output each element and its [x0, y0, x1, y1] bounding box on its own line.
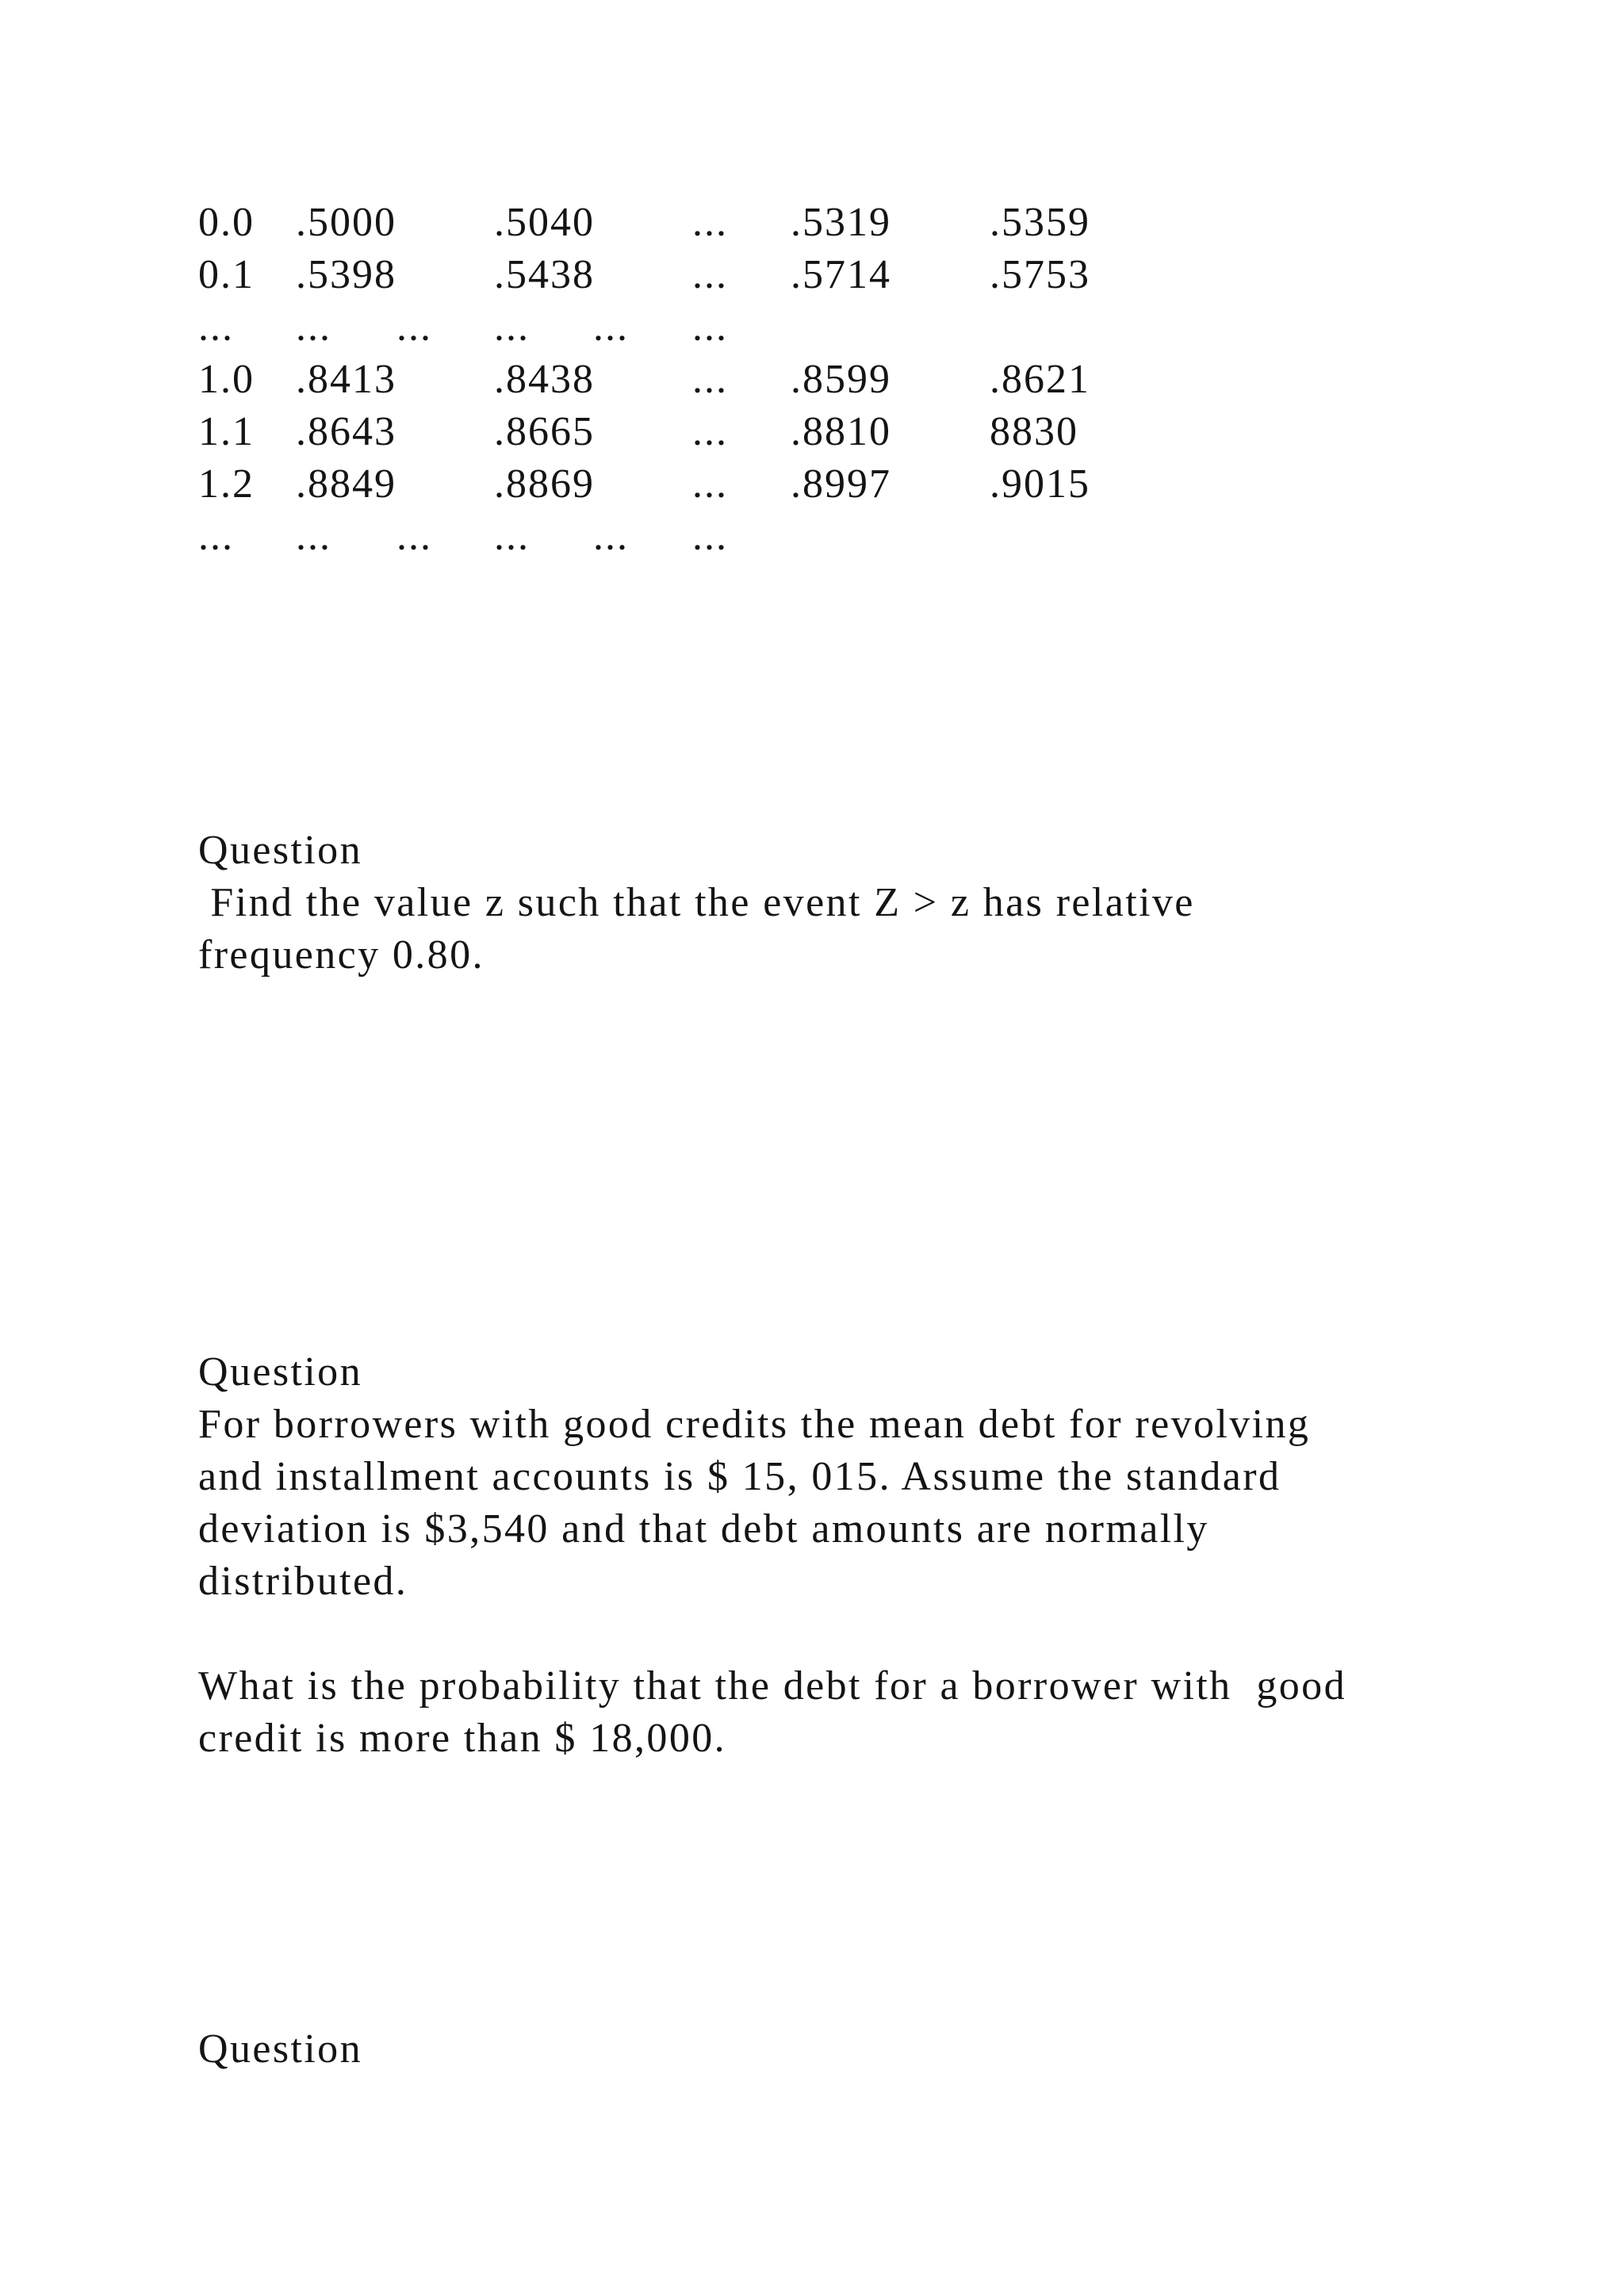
question-text-line: distributed. — [198, 1559, 408, 1604]
table-cell: ... — [396, 304, 432, 350]
table-cell: ... — [692, 514, 728, 559]
question-text-line: deviation is $3,540 and that debt amounts are normally — [198, 1506, 1209, 1552]
question-text-line: What is the probability that the debt for a borrower with good — [198, 1663, 1346, 1709]
question-text-line: frequency 0.80. — [198, 932, 485, 978]
table-cell: ... — [494, 514, 530, 559]
question-1 — [198, 825, 1195, 982]
question-text-line: For borrowers with good credits the mean debt for revolving — [198, 1402, 1311, 1447]
question-text-line: and installment accounts is $ 15, 015. Assume the standard — [198, 1454, 1281, 1499]
table-cell: ... — [692, 252, 728, 297]
table-cell: .8869 — [494, 461, 595, 507]
table-cell: .8997 — [791, 461, 891, 507]
table-cell: ... — [593, 304, 629, 350]
table-cell: ... — [198, 304, 234, 350]
table-cell: .5040 — [494, 200, 595, 245]
table-cell: .8665 — [494, 409, 595, 454]
table-cell: .8849 — [296, 461, 396, 507]
table-cell: .8621 — [990, 357, 1090, 402]
table-cell: 0.1 — [198, 252, 255, 297]
table-cell: ... — [198, 514, 234, 559]
table-cell: 0.0 — [198, 200, 255, 245]
table-cell: ... — [593, 514, 629, 559]
table-cell: .5319 — [791, 200, 891, 245]
table-cell: .5000 — [296, 200, 396, 245]
table-cell: .5753 — [990, 252, 1090, 297]
question-heading: Question — [198, 1349, 362, 1395]
question-2 — [198, 1346, 1346, 1765]
blank-line — [198, 1608, 1346, 1660]
table-row — [0, 249, 1624, 301]
question-heading: Question — [198, 2026, 362, 2072]
table-cell: .5359 — [990, 200, 1090, 245]
table-cell: 8830 — [990, 409, 1078, 454]
table-cell: .8438 — [494, 357, 595, 402]
table-cell: 1.0 — [198, 357, 255, 402]
table-cell: ... — [692, 357, 728, 402]
question-text-line: Find the value z such that the event Z > z has relative — [198, 880, 1195, 925]
table-row — [0, 406, 1624, 458]
table-cell: ... — [296, 514, 331, 559]
table-cell: .5398 — [296, 252, 396, 297]
table-cell: .8643 — [296, 409, 396, 454]
table-cell: 1.2 — [198, 461, 255, 507]
table-cell: .5438 — [494, 252, 595, 297]
table-row — [0, 511, 1624, 563]
table-cell: .8810 — [791, 409, 891, 454]
table-cell: ... — [692, 409, 728, 454]
table-cell: .5714 — [791, 252, 891, 297]
table-row — [0, 301, 1624, 354]
table-cell: ... — [692, 200, 728, 245]
z-table — [0, 0, 1624, 571]
table-row — [0, 354, 1624, 406]
table-cell: .8599 — [791, 357, 891, 402]
table-cell: ... — [296, 304, 331, 350]
question-3 — [198, 2023, 362, 2076]
table-cell: .8413 — [296, 357, 396, 402]
table-row — [0, 197, 1624, 249]
table-cell: 1.1 — [198, 409, 255, 454]
table-cell: ... — [692, 461, 728, 507]
table-cell: .9015 — [990, 461, 1090, 507]
table-row — [0, 458, 1624, 511]
question-heading: Question — [198, 828, 362, 873]
table-cell: ... — [692, 304, 728, 350]
question-text-line: credit is more than $ 18,000. — [198, 1716, 727, 1761]
table-cell: ... — [494, 304, 530, 350]
table-cell: ... — [396, 514, 432, 559]
